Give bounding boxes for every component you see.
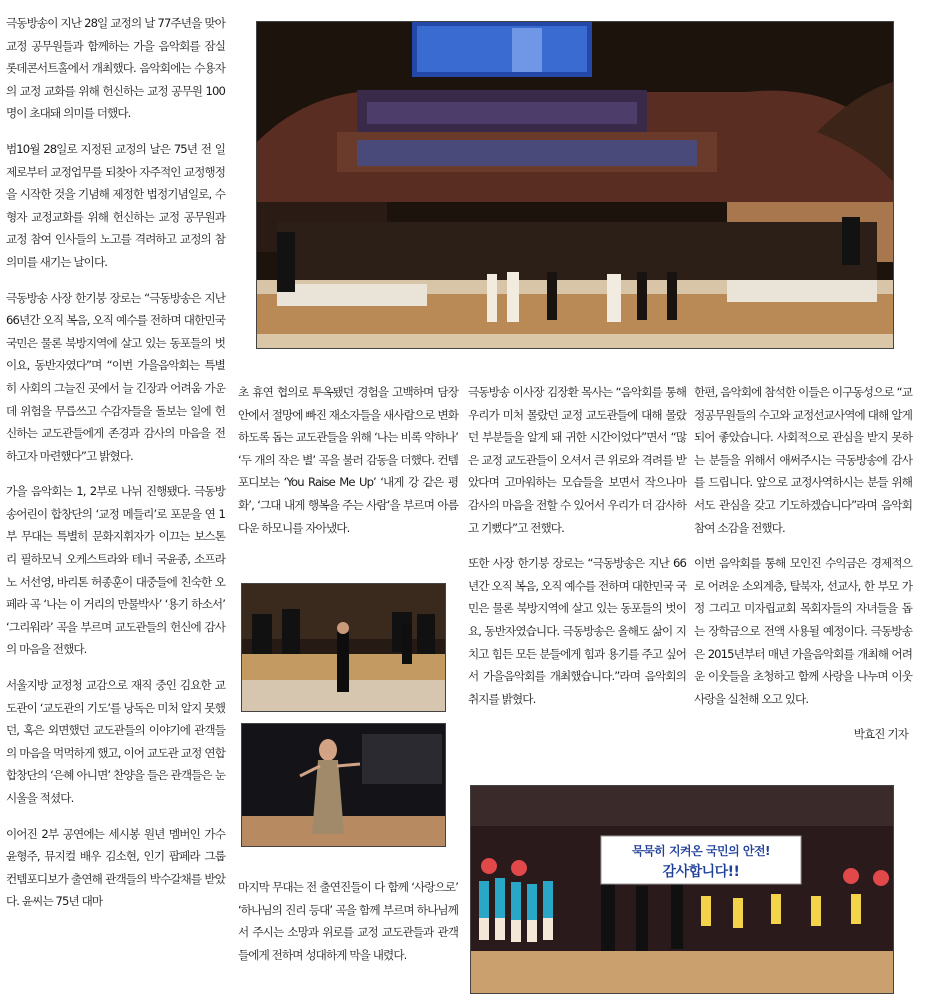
paragraph: 극동방송 이사장 김장환 목사는 “음악회를 통해 우리가 미처 몰랐던 교정 교도관들에 대해 몰랐던 부분들을 알게 돼 귀한 시간이었다”면서 “많은 교정 교도관들이 오셔서 큰 위로와 격려를 받았다며 고마워하는 모습들을 보면서 작으나마 감사의 마음을 전할 수 있어서 우리가 더 감사하고 기뻤다”고 전했다. [468,385,686,535]
paragraph: 또한 사장 한기붕 장로는 “극동방송은 지난 66년간 오직 복음, 오직 예수를 전하며 대한민국 국민은 물론 북방지역에 살고 있는 동포들의 벗이요, 동반자였습니다. 극동방송은 올해도 삶이 지치고 힘든 모든 분들에게 힘과 용기를 주고 싶어서 가을음악회를 개최했습니다.”라며 음악회의 취지를 밝혔다. [468,556,686,706]
orchestra-tenor-photo [241,583,446,712]
reporter-byline: 박효진 기자 [853,727,908,742]
paragraph: 극동방송이 지난 28일 교정의 날 77주년을 맞아 교정 공무원들과 함께하는 가을 음악회를 잠실 롯데콘서트홀에서 개최했다. 음악회에는 수용자의 교정 교화를 위해 헌신하는 교정 공무원 100명이 초대돼 의미를 더했다. [6,16,225,121]
article-column-2 [238,381,458,552]
paragraph: 이번 음악회를 통해 모인진 수익금은 경제적으로 어려운 소외계층, 탈북자, 선교사, 한 부모 가정 그리고 미자립교회 목회자들의 자녀들을 돕는 장학금으로 전액 사용될 예정이다. 극동방송은 2015년부터 매년 가을음악회를 개최해 어려운 이웃들을 초청하고 함께 사랑을 나누며 이웃사랑을 실천해 오고 있다. [694,556,912,706]
article-column-3 [468,381,686,723]
paragraph: 이어진 2부 공연에는 세시봉 원년 멤버인 가수 윤형주, 뮤지컬 배우 김소현, 인기 팝페라 그룹 컨템포디보가 출연해 관객들의 박수갈채를 받았다. 윤씨는 75년 대마 [6,826,225,909]
banner-line-1: 묵묵히 지켜온 국민의 안전! [631,844,771,858]
article-column-1 [6,12,225,926]
soprano-singer-photo [241,723,446,847]
paragraph: 한편, 음악회에 참석한 이들은 이구동성으로 “교정공무원들의 수고와 교정선교사역에 대해 알게 되어 좋았습니다. 사회적으로 관심을 받지 못하는 분들을 위해서 애써주시는 극동방송에 감사를 드립니다. 앞으로 교정사역하시는 분들 위해서도 관심을 갖고 기도하겠습니다”라며 음악회 참여 소감을 전했다. [694,385,912,535]
orchestra-illustration [242,584,445,711]
paragraph: 서울지방 교정청 교감으로 재직 중인 김요한 교도관이 ‘교도관의 기도’를 낭독은 미처 알지 못했던, 혹은 외면했던 교도관들의 이야기에 관객들의 마음을 먹먹하게 했고, 이어 교도관 교정 연합합창단의 ‘은혜 아니면’ 찬양을 들은 관객들은 눈시울을 적셨다. [6,678,225,805]
article-column-2-bottom [238,876,458,979]
concert-hall-photo [256,21,894,349]
appreciation-banner [602,837,800,883]
paragraph: 초 휴연 협의로 투옥됐던 경험을 고백하며 담장 안에서 절망에 빠진 재소자들을 새사람으로 변화하도록 돕는 교도관들을 위해 ‘나는 비록 약하나’ ‘두 개의 작은 별’ 곡을 불러 감동을 더했다. 컨템포디보는 ‘You Raise Me Up’ ‘내게 강 같은 평화’, ‘그대 내게 행복을 주는 사람’을 부르며 아름다운 하모니를 자아냈다. [238,385,458,535]
article-column-4 [694,381,912,759]
concert-hall-illustration [257,22,893,348]
finale-stage-photo [470,785,894,994]
finale-illustration [471,786,893,993]
paragraph: 범10월 28일로 지정된 교정의 날은 75년 전 일제로부터 교정업무를 되찾아 자주적인 교정행정을 시작한 것을 기념해 제정한 법정기념일로, 수형자 교정교화를 위해 헌신하는 교정 공무원과 교정 참여 인사들의 노고를 격려하고 교정의 참 의미를 새기는 날이다. [6,141,225,269]
singer-illustration [242,724,445,846]
banner-line-2: 감사합니다!! [662,864,740,880]
paragraph: 마지막 무대는 전 출연진들이 다 함께 ‘사랑으로’ ‘하나님의 진리 등대’ 곡을 함께 부르며 하나님께서 주시는 소망과 위로를 교정 교도관들과 관객들에게 전하며 성대하게 막을 내렸다. [238,880,458,962]
paragraph: 극동방송 사장 한기붕 장로는 “극동방송은 지난 66년간 오직 복음, 오직 예수를 전하며 대한민국 국민은 물론 북방지역에 살고 있는 동포들의 벗이요, 동반자였다”며 “이번 가을음악회는 특별히 사회의 그늘진 곳에서 늘 긴장과 어려움 가운데 위험을 무릅쓰고 수감자들을 돌보는 일에 헌신하는 교도관들에게 존경과 감사의 마음을 전하고자 마련했다”고 밝혔다. [6,290,225,463]
paragraph: 가을 음악회는 1, 2부로 나뉘 진행됐다. 극동방송어린이 합창단의 ‘교정 메들리’로 포문을 연 1부 무대는 특별히 문화지휘자가 이끄는 보스톤리 필하모닉 오케스트라와 테너 국윤종, 소프라노 서선영, 바리톤 허종훈이 대중들에 친숙한 오페라 곡 ‘나는 이 거리의 만물박사’ ‘용기 하소서’ ‘그리워라’ 곡을 부르며 교도관들의 헌신에 감사의 마음을 전했다. [6,484,225,657]
